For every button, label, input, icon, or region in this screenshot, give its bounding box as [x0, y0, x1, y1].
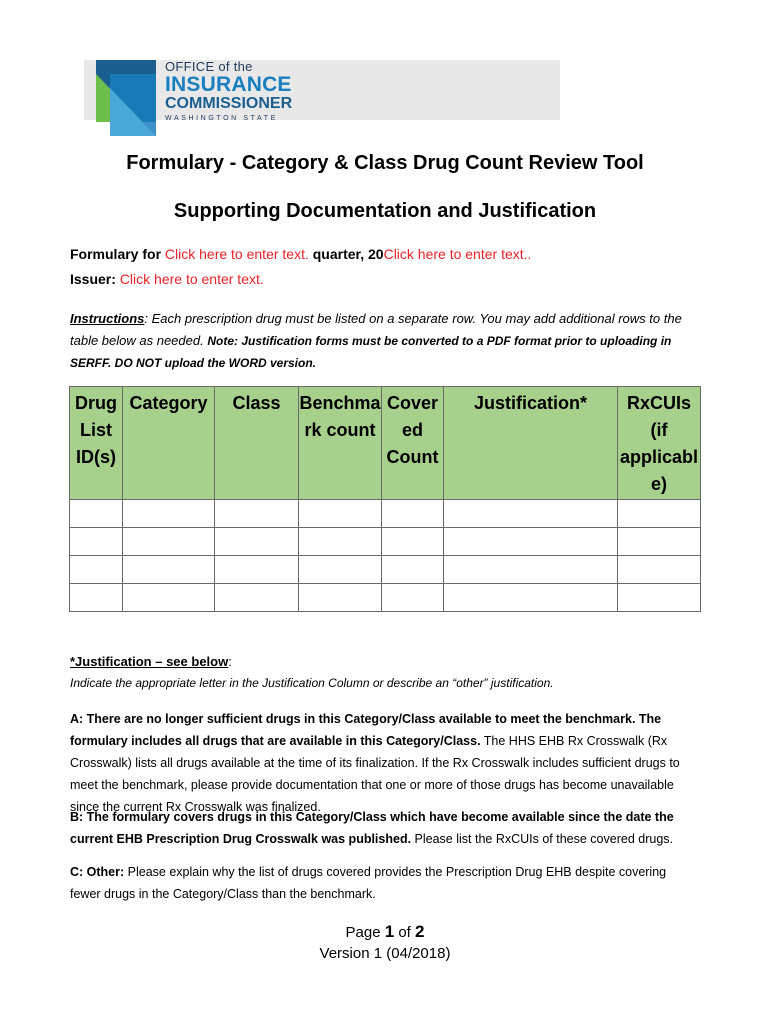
table-cell[interactable]	[70, 528, 123, 556]
table-cell[interactable]	[382, 584, 444, 612]
justification-b	[70, 806, 700, 850]
table-cell[interactable]	[123, 528, 215, 556]
table-cell[interactable]	[444, 584, 618, 612]
header-covered-count: Cover ed Count	[382, 387, 444, 500]
logo-line-insurance: INSURANCE	[165, 73, 292, 96]
banner-gap	[70, 60, 84, 120]
table-cell[interactable]	[444, 556, 618, 584]
header-category: Category	[123, 387, 215, 500]
page-total: 2	[415, 922, 425, 941]
page-current: 1	[384, 922, 395, 941]
header-class: Class	[215, 387, 299, 500]
justification-a-text: The HHS EHB Rx Crosswalk (Rx Crosswalk) lists all drugs available at the time of its finalization. If the Rx Crosswalk includes sufficient drugs to meet the benchmark, please provide documentation that one or more of those drugs has become unavailable since the current Rx Crosswalk was finalized.	[70, 734, 680, 814]
issuer-field[interactable]: Click here to enter text.	[119, 271, 264, 287]
version-label: Version 1 (04/2018)	[319, 945, 451, 962]
instructions-label: Instructions	[70, 311, 145, 326]
table-cell[interactable]	[382, 500, 444, 528]
table-cell[interactable]	[618, 556, 701, 584]
formulary-quarter-field[interactable]: Click here to enter text.	[164, 246, 309, 262]
page-number	[0, 922, 770, 942]
formulary-quarter-label: quarter, 20	[312, 246, 384, 262]
logo-line-commissioner: COMMISSIONER	[165, 95, 293, 112]
formulary-line-end: .	[527, 246, 532, 262]
header-benchmark-count: Benchma rk count	[299, 387, 382, 500]
table-cell[interactable]	[618, 584, 701, 612]
table-cell[interactable]	[215, 528, 299, 556]
justification-heading-text: *Justification – see below	[70, 654, 229, 669]
header-rxcuis: RxCUIs (if applicabl e)	[618, 387, 701, 500]
table-cell[interactable]	[70, 556, 123, 584]
justification-c	[70, 861, 700, 905]
justification-heading	[70, 654, 232, 669]
table-row	[70, 528, 701, 556]
table-cell[interactable]	[618, 528, 701, 556]
justification-subtext: Indicate the appropriate letter in the Justification Column or describe an “other” justification.	[70, 676, 554, 690]
table-cell[interactable]	[215, 584, 299, 612]
table-cell[interactable]	[444, 528, 618, 556]
formulary-year-field[interactable]: Click here to enter text.	[383, 246, 528, 262]
table-cell[interactable]	[618, 500, 701, 528]
justification-b-bold: B: The formulary covers drugs in this Category/Class which have become available since the date the current EHB Prescription Drug Crosswalk was published.	[70, 810, 674, 846]
table-row	[70, 556, 701, 584]
table-cell[interactable]	[444, 500, 618, 528]
table-row	[70, 500, 701, 528]
header-justification: Justification*	[444, 387, 618, 500]
of-word: of	[394, 924, 416, 941]
logo-line-office: OFFICE of the	[165, 59, 253, 74]
formulary-label: Formulary for	[70, 246, 162, 262]
justification-heading-colon: :	[228, 654, 232, 669]
table-cell[interactable]	[70, 500, 123, 528]
header-drug-list-ids: Drug List ID(s)	[70, 387, 123, 500]
instructions	[70, 308, 700, 374]
table-cell[interactable]	[215, 556, 299, 584]
issuer-label: Issuer:	[70, 271, 116, 287]
instructions-text: : Each prescription drug must be listed on a separate row. You may add additional rows to the table below as needed.	[70, 311, 682, 348]
table-cell[interactable]	[382, 556, 444, 584]
document-subtitle: Supporting Documentation and Justification	[173, 200, 597, 222]
table-cell[interactable]	[215, 500, 299, 528]
issuer-line	[70, 271, 264, 287]
formulary-line	[70, 246, 531, 262]
table-cell[interactable]	[123, 584, 215, 612]
oic-logo-text	[165, 60, 292, 122]
oic-logo-icon	[96, 60, 156, 136]
table-cell[interactable]	[123, 556, 215, 584]
table-cell[interactable]	[299, 500, 382, 528]
justification-b-text: Please list the RxCUIs of these covered drugs.	[411, 832, 673, 846]
table-row	[70, 584, 701, 612]
table-cell[interactable]	[382, 528, 444, 556]
drug-count-table	[69, 386, 701, 612]
justification-c-bold: C: Other:	[70, 865, 125, 879]
justification-a	[70, 708, 700, 818]
table-cell[interactable]	[123, 500, 215, 528]
justification-a-bold: A: There are no longer sufficient drugs in this Category/Class available to meet the benchmark. The formulary includes all drugs that are available in this Category/Class.	[70, 712, 662, 748]
table-cell[interactable]	[299, 556, 382, 584]
page-word: Page	[345, 924, 385, 941]
table-cell[interactable]	[299, 528, 382, 556]
justification-c-text: Please explain why the list of drugs covered provides the Prescription Drug EHB despite covering fewer drugs in the Category/Class than the benchmark.	[70, 865, 667, 901]
table-cell[interactable]	[299, 584, 382, 612]
table-header-row	[70, 387, 701, 500]
table-cell[interactable]	[70, 584, 123, 612]
instructions-note: Note: Justification forms must be converted to a PDF format prior to uploading in SERFF. DO NOT upload the WORD version.	[70, 334, 672, 370]
logo-line-state: WASHINGTON STATE	[165, 115, 278, 122]
document-title: Formulary - Category & Class Drug Count Review Tool	[126, 152, 644, 174]
